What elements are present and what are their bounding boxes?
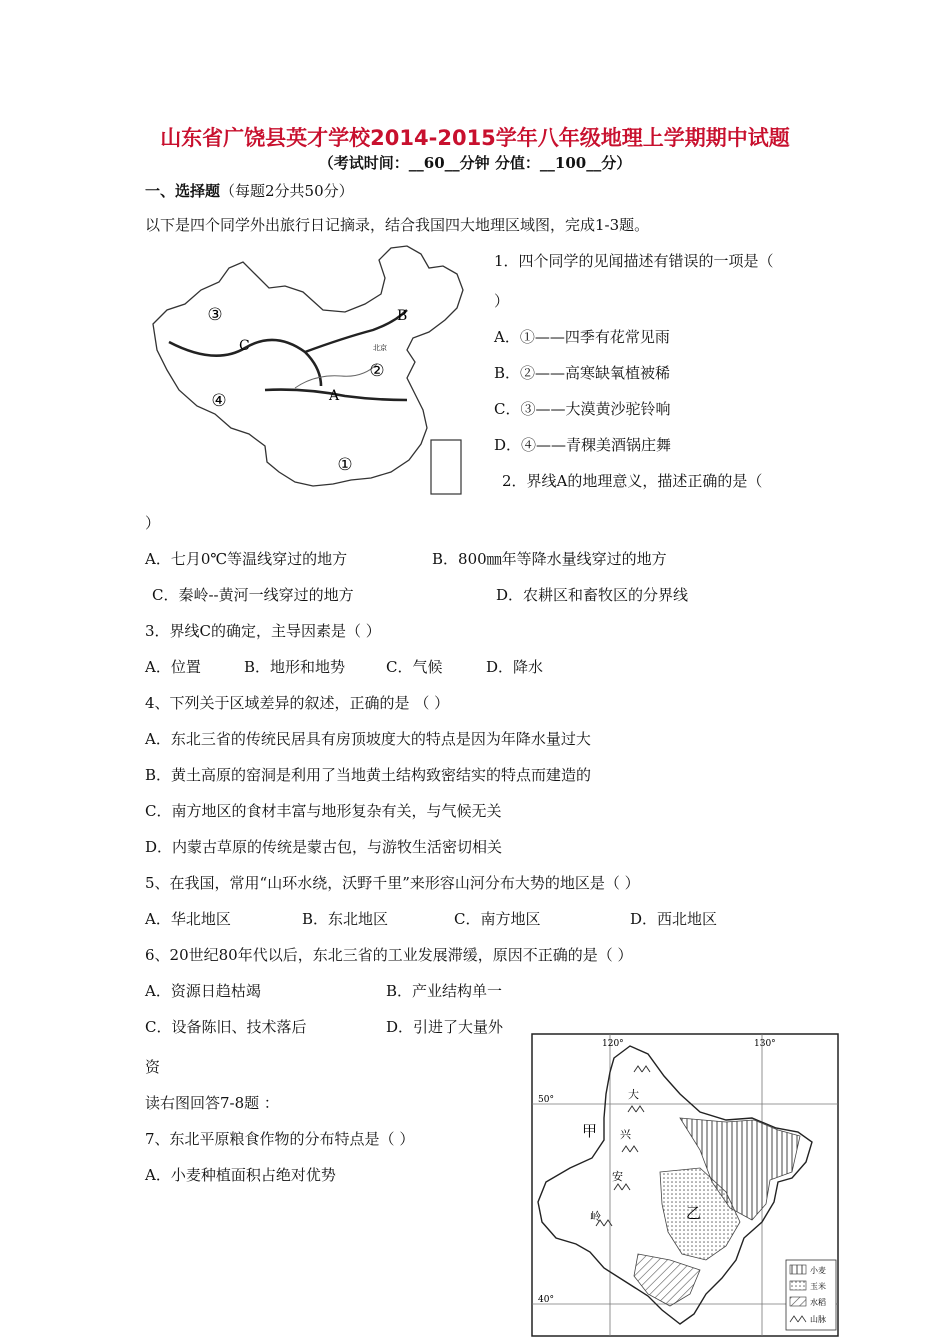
china-regions-map [145,238,475,506]
q2-option-b: B．800㎜年等降水量线穿过的地方 [432,550,667,568]
line-label-a: A [329,388,340,404]
q1-option-a: A．①——四季有花常见雨 [494,328,670,346]
region-label-4: ④ [211,391,227,411]
q2-stem-end: ） [145,514,161,532]
lon-label-120: 120° [602,1039,624,1049]
city-label-beijing: 北京 [373,344,387,352]
lon-label-130: 130° [754,1039,776,1049]
legend-wheat-swatch [790,1265,806,1274]
q7-option-a: A．小麦种植面积占绝对优势 [145,1166,336,1184]
place-label-yi: 乙 [686,1204,702,1222]
section-note: （每题2分共50分） [220,182,354,200]
q2-option-c: C．秦岭--黄河一线穿过的地方 [152,586,354,604]
legend-corn-swatch [790,1281,806,1290]
region-label-3: ③ [207,305,223,325]
china-outline [153,246,463,486]
legend-mountain-label: 山脉 [810,1315,826,1324]
place-label-jia: 甲 [582,1122,598,1140]
q4-option-d: D．内蒙古草原的传统是蒙古包，与游牧生活密切相关 [145,838,503,856]
northeast-crops-map [530,1032,840,1338]
q6-option-c: C．设备陈旧、技术落后 [145,1018,307,1036]
q2-option-d: D．农耕区和畜牧区的分界线 [496,586,689,604]
q5-option-b: B．东北地区 [302,910,389,928]
map-legend [786,1260,836,1330]
region-label-2: ② [369,361,385,381]
q1-option-c: C．③——大漠黄沙驼铃响 [494,400,671,418]
q2-stem: 2．界线A的地理意义，描述正确的是（ [502,472,763,490]
q4-option-c: C．南方地区的食材丰富与地形复杂有关，与气候无关 [145,802,502,820]
range-label-ling: 岭 [590,1210,601,1223]
section-title: 一、选择题 [145,182,221,200]
q7-stem: 7、东北平原粮食作物的分布特点是（ ） [145,1130,415,1148]
river-line [295,364,377,388]
intro-text: 以下是四个同学外出旅行日记摘录，结合我国四大地理区域图，完成1-3题。 [145,216,650,234]
q6-stem: 6、20世纪80年代以后，东北三省的工业发展滞缓，原因不正确的是（ ） [145,946,633,964]
lat-label-50: 50° [538,1095,554,1105]
q5-option-c: C．南方地区 [454,910,541,928]
read-instruction: 读右图回答7-8题 ： [145,1094,279,1112]
boundary-line-b [305,310,407,352]
lat-label-40: 40° [538,1295,554,1305]
q5-stem: 5、在我国，常用“山环水绕，沃野千里”来形容山河分布大势的地区是（ ） [145,874,640,892]
legend-wheat-label: 小麦 [810,1266,826,1275]
q4-option-a: A．东北三省的传统民居具有房顶坡度大的特点是因为年降水量过大 [145,730,591,748]
q5-option-a: A．华北地区 [145,910,231,928]
q4-option-b: B．黄土高原的窑洞是利用了当地黄土结构致密结实的特点而建造的 [145,766,592,784]
q1-stem: 1．四个同学的见闻描述有错误的一项是（ [494,252,774,270]
legend-corn-label: 玉米 [810,1282,826,1291]
q6-option-b: B．产业结构单一 [386,982,503,1000]
line-label-b: B [397,308,408,324]
section-heading [145,180,354,201]
q5-option-d: D．西北地区 [630,910,718,928]
q6-option-a: A．资源日趋枯竭 [145,982,261,1000]
q3-option-b: B．地形和地势 [244,658,346,676]
q6-option-d-wrap: 资 [145,1058,161,1076]
q3-option-d: D．降水 [486,658,544,676]
page-title: 山东省广饶县英才学校2014-2015学年八年级地理上学期期中试题 [160,126,790,150]
q3-option-a: A．位置 [145,658,201,676]
range-label-an: 安 [612,1170,623,1183]
range-label-da: 大 [628,1088,639,1101]
legend-rice-label: 水稻 [810,1298,826,1307]
q1-option-b: B．②——高寒缺氧植被稀 [494,364,671,382]
line-label-c: C [239,338,250,354]
region-label-1: ① [337,455,353,475]
q1-option-d: D．④——青稞美酒锅庄舞 [494,436,672,454]
q3-option-c: C．气候 [386,658,443,676]
q1-stem-end: ） [494,292,510,310]
q2-option-a: A．七月0℃等温线穿过的地方 [145,550,348,568]
exam-info: （考试时间：__60__分钟 分值：__100__分） [318,154,632,172]
range-label-xing: 兴 [620,1128,631,1141]
q6-option-d: D．引进了大量外 [386,1018,504,1036]
south-sea-inset [431,440,461,494]
q4-stem: 4、下列关于区域差异的叙述，正确的是 （ ） [145,694,450,712]
legend-rice-swatch [790,1297,806,1306]
q3-stem: 3．界线C的确定，主导因素是（ ） [145,622,381,640]
